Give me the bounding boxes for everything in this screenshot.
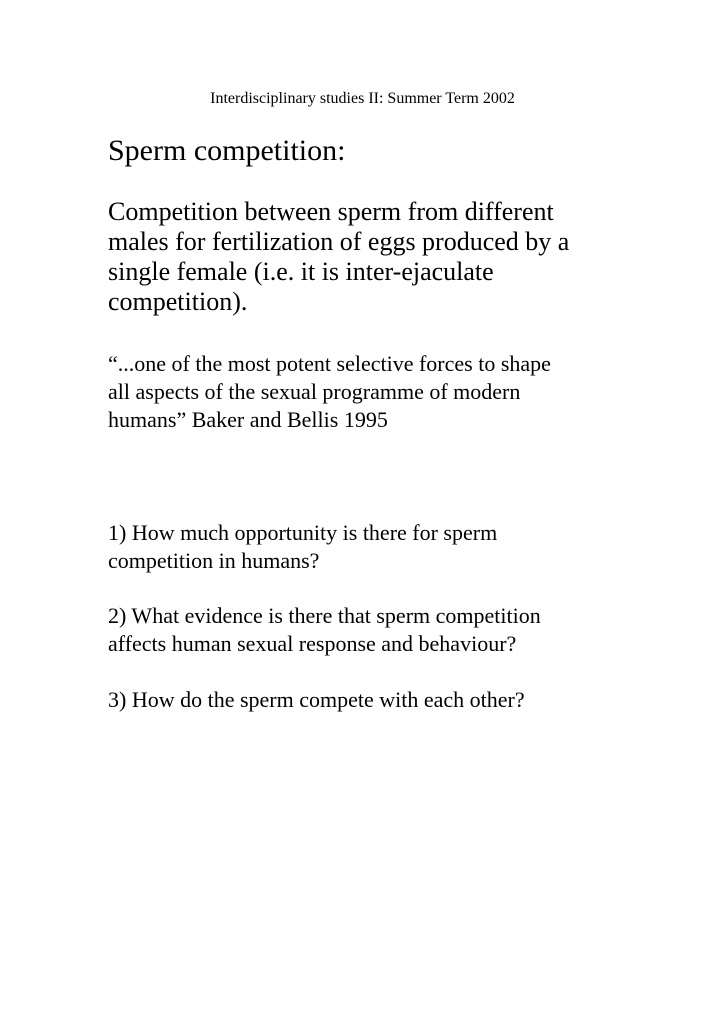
question-line: 1) How much opportunity is there for sperm xyxy=(108,520,498,545)
question-line: 3) How do the sperm compete with each other? xyxy=(108,687,525,712)
question-line: affects human sexual response and behaviour? xyxy=(108,631,517,656)
quote-paragraph xyxy=(108,350,618,434)
definition-line: competition). xyxy=(108,287,248,316)
question-3 xyxy=(108,686,608,714)
quote-line: “...one of the most potent selective forces to shape xyxy=(108,351,551,376)
question-2 xyxy=(108,602,608,658)
definition-line: Competition between sperm from different xyxy=(108,197,554,226)
question-line: competition in humans? xyxy=(108,548,320,573)
page-title: Sperm competition: xyxy=(108,134,346,167)
quote-line: humans” Baker and Bellis 1995 xyxy=(108,407,388,432)
question-1 xyxy=(108,519,608,575)
definition-line: single female (i.e. it is inter-ejaculate xyxy=(108,257,494,286)
definition-line: males for fertilization of eggs produced by a xyxy=(108,227,570,256)
definition-paragraph xyxy=(108,197,608,317)
course-header: Interdisciplinary studies II: Summer Term 2002 xyxy=(210,90,515,107)
question-line: 2) What evidence is there that sperm competition xyxy=(108,603,541,628)
quote-line: all aspects of the sexual programme of modern xyxy=(108,379,521,404)
